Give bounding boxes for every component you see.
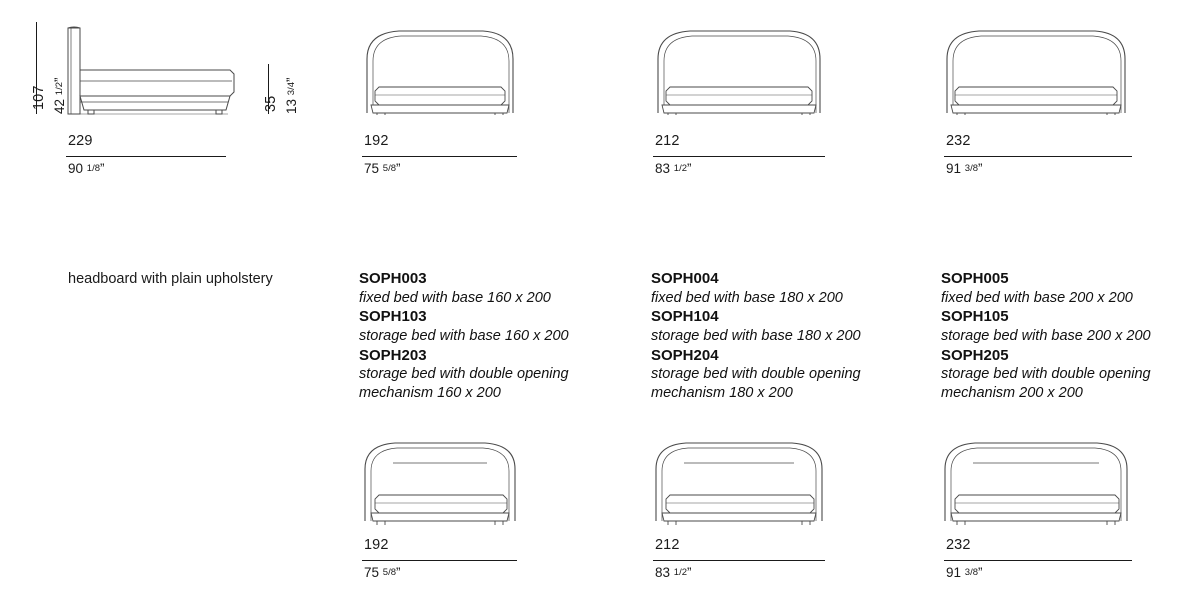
product-column-1: [359, 270, 629, 403]
front-elevation-drawing-2: [650, 25, 828, 115]
bottom-row-metric-3: 232: [946, 537, 971, 553]
product-code: SOPH105: [941, 308, 1009, 326]
left-width-imperial: 90 1/8”: [68, 161, 105, 176]
top-row-metric-1: 192: [364, 133, 389, 149]
height-metric-label: [30, 86, 48, 111]
side-elevation-drawing: [58, 26, 258, 118]
product-column-3: [941, 270, 1200, 403]
product-code: SOPH205: [941, 346, 1009, 364]
height-imperial-label: [51, 77, 69, 114]
top-row-metric-3: 232: [946, 133, 971, 149]
product-code: SOPH003: [359, 270, 427, 287]
top-row-rule-2: [653, 156, 825, 157]
base-height-imperial-value: 13 3/4”: [284, 77, 299, 114]
product-description: storage bed with double opening mechanism 160 x 200: [359, 366, 569, 401]
product-code: SOPH005: [941, 270, 1009, 287]
product-code: SOPH004: [651, 270, 719, 287]
perspective-drawing-3: [937, 437, 1139, 525]
top-row-imperial-2: 83 1/2”: [655, 161, 692, 176]
left-width-metric: 229: [68, 133, 93, 149]
base-height-metric-label: [262, 96, 280, 112]
base-height-imperial-label: [283, 77, 301, 114]
bottom-row-rule-1: [362, 560, 517, 561]
product-code: SOPH204: [651, 346, 719, 364]
product-description: storage bed with base 160 x 200: [359, 328, 569, 345]
product-description: storage bed with base 180 x 200: [651, 328, 861, 345]
bottom-row-imperial-2: 83 1/2”: [655, 565, 692, 580]
base-height-metric-value: 35: [263, 95, 279, 112]
product-description: fixed bed with base 180 x 200: [651, 289, 843, 306]
bed-side-view-svg: [58, 26, 258, 118]
product-description: fixed bed with base 160 x 200: [359, 289, 551, 306]
left-width-rule: [66, 156, 226, 157]
front-elevation-drawing-1: [359, 25, 521, 115]
product-code: SOPH203: [359, 346, 427, 364]
height-imperial-value: 42 1/2”: [52, 77, 67, 114]
product-column-2: [651, 270, 921, 403]
top-row-metric-2: 212: [655, 133, 680, 149]
bed-front-view-svg-1: [359, 25, 521, 115]
bed-perspective-svg-1: [357, 437, 527, 525]
bottom-row-metric-1: 192: [364, 537, 389, 553]
product-description: storage bed with base 200 x 200: [941, 328, 1151, 345]
bottom-row-imperial-1: 75 5/8”: [364, 565, 401, 580]
top-row-rule-3: [944, 156, 1132, 157]
product-description: storage bed with double opening mechanism 180 x 200: [651, 366, 861, 401]
bottom-row-rule-2: [653, 560, 825, 561]
perspective-drawing-1: [357, 437, 527, 525]
product-code: SOPH103: [359, 308, 427, 326]
perspective-drawing-2: [648, 437, 834, 525]
bed-perspective-svg-3: [937, 437, 1139, 525]
product-description: storage bed with double opening mechanism 200 x 200: [941, 366, 1151, 401]
bed-front-view-svg-2: [650, 25, 828, 115]
bottom-row-metric-2: 212: [655, 537, 680, 553]
top-row-rule-1: [362, 156, 517, 157]
front-elevation-drawing-3: [939, 25, 1133, 115]
product-description: fixed bed with base 200 x 200: [941, 289, 1133, 306]
bottom-row-rule-3: [944, 560, 1132, 561]
bottom-row-imperial-3: 91 3/8”: [946, 565, 983, 580]
headboard-caption: headboard with plain upholstery: [68, 271, 273, 287]
bed-front-view-svg-3: [939, 25, 1133, 115]
height-metric-value: 107: [31, 85, 47, 110]
top-row-imperial-1: 75 5/8”: [364, 161, 401, 176]
bed-perspective-svg-2: [648, 437, 834, 525]
top-row-imperial-3: 91 3/8”: [946, 161, 983, 176]
product-code: SOPH104: [651, 308, 719, 326]
